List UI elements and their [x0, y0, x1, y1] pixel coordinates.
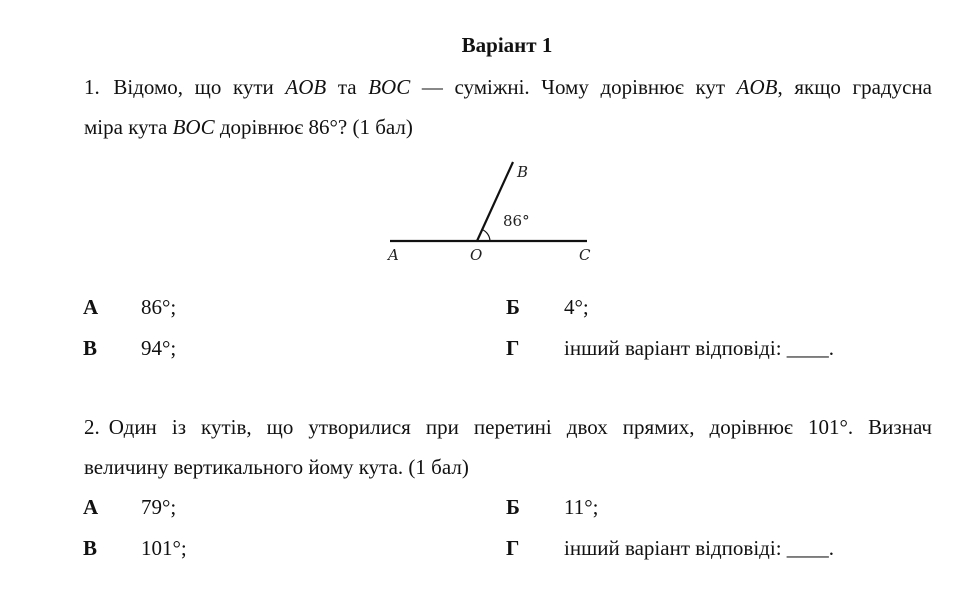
answer-letter: Г: [506, 536, 520, 560]
point-label-b: B: [517, 163, 529, 181]
answer-letter: Б: [506, 495, 520, 519]
question-2-text: [84, 407, 932, 487]
question-2-line-1: [84, 407, 932, 447]
answer-letter: Б: [506, 295, 520, 319]
angle-arc: [482, 230, 490, 242]
variant-title: Варіант 1: [461, 33, 553, 57]
answer-text: інший варіант відповіді: ____.: [564, 336, 835, 360]
angle-value-label: 86°: [503, 212, 530, 230]
question-1-line-2: [84, 107, 932, 147]
point-label-c: C: [579, 246, 591, 264]
angle-name-aob: AOB: [285, 75, 327, 99]
question-1-text-part: та: [326, 75, 369, 99]
answer-text: 11°;: [564, 495, 599, 519]
angle-name-aob: AOB: [736, 75, 778, 99]
angle-name-boc: BOC: [172, 115, 215, 139]
question-1-number: 1.: [84, 75, 100, 99]
answer-letter: В: [83, 536, 98, 560]
answer-text: 101°;: [141, 536, 187, 560]
question-2-text-part: Один із кутів, що утворилися при перетині двох прямих, дорівнює 101°. Визнач: [108, 415, 932, 439]
question-2-line-2: величину вертикального йому кута. (1 бал): [84, 455, 469, 479]
question-2-number: 2.: [84, 415, 100, 439]
answer-letter: А: [83, 295, 99, 319]
answer-text: 94°;: [141, 336, 177, 360]
point-label-a: A: [388, 246, 399, 264]
question-1-line-1: [84, 67, 932, 107]
answer-letter: А: [83, 495, 99, 519]
question-1-text-part: міра кута: [84, 115, 173, 139]
answer-text: інший варіант відповіді: ____.: [564, 536, 835, 560]
answer-letter: Г: [506, 336, 520, 360]
angle-name-boc: BOC: [368, 75, 411, 99]
answer-text: 4°;: [564, 295, 589, 319]
question-1-text-part: Відомо, що кути: [101, 75, 286, 99]
point-label-o: O: [470, 246, 483, 264]
angle-diagram: [385, 158, 595, 268]
question-1-text-part: — суміжні. Чому дорівнює кут: [410, 75, 737, 99]
question-1-text-part: дорівнює 86°? (1 бал): [214, 115, 413, 139]
question-1-text-part: , якщо градусна: [777, 75, 933, 99]
answer-text: 86°;: [141, 295, 177, 319]
answer-text: 79°;: [141, 495, 177, 519]
answer-letter: В: [83, 336, 98, 360]
question-1-text: [84, 67, 932, 147]
